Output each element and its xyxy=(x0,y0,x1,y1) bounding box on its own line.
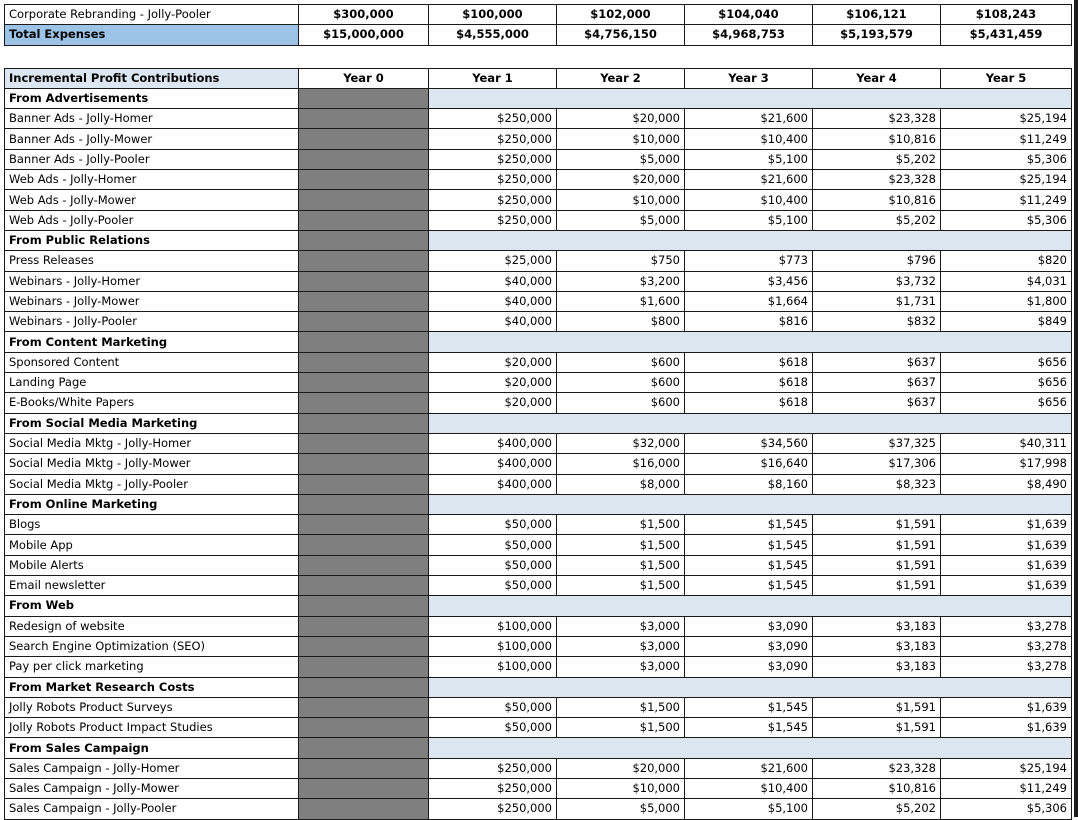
value-cell[interactable]: $3,200 xyxy=(557,271,685,291)
row-label[interactable]: Corporate Rebranding - Jolly-Pooler xyxy=(5,5,299,25)
value-cell[interactable]: $400,000 xyxy=(429,474,557,494)
value-cell[interactable]: $4,031 xyxy=(941,271,1072,291)
year0-filled-cell[interactable] xyxy=(299,210,429,230)
value-cell[interactable]: $3,183 xyxy=(813,616,941,636)
row-label[interactable]: Web Ads - Jolly-Mower xyxy=(5,190,299,210)
empty-cell xyxy=(299,45,429,68)
empty-cell xyxy=(941,45,1072,68)
row-label[interactable]: Web Ads - Jolly-Homer xyxy=(5,170,299,190)
row-label[interactable]: Mobile App xyxy=(5,535,299,555)
value-cell[interactable]: $11,249 xyxy=(941,129,1072,149)
year0-filled-cell[interactable] xyxy=(299,616,429,636)
table-row xyxy=(5,697,1072,717)
table-row xyxy=(5,535,1072,555)
value-cell[interactable]: $400,000 xyxy=(429,454,557,474)
table-body xyxy=(5,5,1072,820)
value-cell[interactable]: $600 xyxy=(557,373,685,393)
value-cell[interactable]: $1,639 xyxy=(941,718,1072,738)
value-cell[interactable]: $5,100 xyxy=(685,149,813,169)
value-cell[interactable]: $250,000 xyxy=(429,778,557,798)
value-cell[interactable]: $637 xyxy=(813,393,941,413)
value-cell[interactable]: $250,000 xyxy=(429,190,557,210)
year0-filled-cell[interactable] xyxy=(299,271,429,291)
value-cell[interactable]: $10,816 xyxy=(813,129,941,149)
year0-filled-cell[interactable] xyxy=(299,190,429,210)
window-edge xyxy=(1074,0,1078,817)
year0-filled-cell[interactable] xyxy=(299,413,429,433)
row-label[interactable]: Sponsored Content xyxy=(5,352,299,372)
value-cell[interactable]: $618 xyxy=(685,352,813,372)
value-cell[interactable]: $40,000 xyxy=(429,312,557,332)
value-cell[interactable]: $1,500 xyxy=(557,535,685,555)
value-cell[interactable]: $25,194 xyxy=(941,109,1072,129)
value-cell[interactable]: $10,400 xyxy=(685,190,813,210)
section-row xyxy=(5,677,1072,697)
value-cell[interactable]: $108,243 xyxy=(941,5,1072,25)
value-cell[interactable]: $8,323 xyxy=(813,474,941,494)
value-cell[interactable]: $21,600 xyxy=(685,170,813,190)
value-cell[interactable]: $20,000 xyxy=(557,109,685,129)
value-cell[interactable]: $1,500 xyxy=(557,515,685,535)
year0-filled-cell[interactable] xyxy=(299,758,429,778)
value-cell[interactable]: $10,816 xyxy=(813,190,941,210)
value-cell[interactable]: $1,545 xyxy=(685,515,813,535)
value-cell[interactable]: $10,400 xyxy=(685,129,813,149)
value-cell[interactable]: $1,591 xyxy=(813,697,941,717)
value-cell[interactable]: $17,306 xyxy=(813,454,941,474)
row-label[interactable]: Jolly Robots Product Surveys xyxy=(5,697,299,717)
value-cell[interactable]: $8,160 xyxy=(685,474,813,494)
table-row xyxy=(5,291,1072,311)
value-cell[interactable]: $23,328 xyxy=(813,109,941,129)
value-cell[interactable]: $656 xyxy=(941,373,1072,393)
value-cell[interactable]: $1,639 xyxy=(941,515,1072,535)
value-cell[interactable]: $5,000 xyxy=(557,799,685,819)
row-label[interactable]: Sales Campaign - Jolly-Mower xyxy=(5,778,299,798)
expense-profit-table xyxy=(4,4,1072,820)
value-cell[interactable]: $250,000 xyxy=(429,149,557,169)
section-row xyxy=(5,494,1072,514)
empty-cell xyxy=(557,45,685,68)
year-header[interactable]: Year 2 xyxy=(557,68,685,88)
table-row xyxy=(5,352,1072,372)
value-cell[interactable]: $1,591 xyxy=(813,535,941,555)
table-row xyxy=(5,576,1072,596)
table-row xyxy=(5,433,1072,453)
row-label[interactable]: Social Media Mktg - Jolly-Pooler xyxy=(5,474,299,494)
year0-filled-cell[interactable] xyxy=(299,697,429,717)
year0-filled-cell[interactable] xyxy=(299,454,429,474)
row-label[interactable]: Banner Ads - Jolly-Pooler xyxy=(5,149,299,169)
value-cell[interactable]: $10,000 xyxy=(557,190,685,210)
year-header[interactable]: Year 5 xyxy=(941,68,1072,88)
value-cell[interactable]: $1,800 xyxy=(941,291,1072,311)
value-cell[interactable]: $816 xyxy=(685,312,813,332)
table-row xyxy=(5,393,1072,413)
value-cell[interactable]: $100,000 xyxy=(429,636,557,656)
value-cell[interactable]: $40,000 xyxy=(429,271,557,291)
value-cell[interactable]: $5,000 xyxy=(557,149,685,169)
value-cell[interactable]: $25,000 xyxy=(429,251,557,271)
value-cell[interactable]: $50,000 xyxy=(429,535,557,555)
value-cell[interactable]: $25,194 xyxy=(941,170,1072,190)
value-cell[interactable]: $23,328 xyxy=(813,170,941,190)
empty-cell xyxy=(685,45,813,68)
value-cell[interactable]: $1,591 xyxy=(813,555,941,575)
value-cell[interactable]: $100,000 xyxy=(429,657,557,677)
table-row xyxy=(5,312,1072,332)
section-band xyxy=(429,88,1072,108)
section-row xyxy=(5,738,1072,758)
year0-filled-cell[interactable] xyxy=(299,657,429,677)
table-row xyxy=(5,657,1072,677)
value-cell[interactable]: $637 xyxy=(813,352,941,372)
value-cell[interactable]: $1,545 xyxy=(685,697,813,717)
row-label[interactable]: E-Books/White Papers xyxy=(5,393,299,413)
value-cell[interactable]: $3,732 xyxy=(813,271,941,291)
value-cell[interactable]: $1,545 xyxy=(685,555,813,575)
value-cell[interactable]: $1,500 xyxy=(557,576,685,596)
year0-filled-cell[interactable] xyxy=(299,312,429,332)
section-title[interactable]: From Social Media Marketing xyxy=(5,413,299,433)
row-label[interactable]: Sales Campaign - Jolly-Pooler xyxy=(5,799,299,819)
year0-filled-cell[interactable] xyxy=(299,636,429,656)
value-cell[interactable]: $40,000 xyxy=(429,291,557,311)
value-cell[interactable]: $618 xyxy=(685,373,813,393)
table-row xyxy=(5,373,1072,393)
table-row xyxy=(5,5,1072,25)
section-band xyxy=(429,738,1072,758)
section-title[interactable]: From Market Research Costs xyxy=(5,677,299,697)
spacer-row xyxy=(5,45,1072,68)
value-cell[interactable]: $4,555,000 xyxy=(429,25,557,45)
year0-filled-cell[interactable] xyxy=(299,738,429,758)
row-label[interactable]: Banner Ads - Jolly-Homer xyxy=(5,109,299,129)
table-row xyxy=(5,454,1072,474)
value-cell[interactable]: $3,183 xyxy=(813,657,941,677)
year0-filled-cell[interactable] xyxy=(299,576,429,596)
year0-filled-cell[interactable] xyxy=(299,474,429,494)
value-cell[interactable]: $3,456 xyxy=(685,271,813,291)
table-row xyxy=(5,210,1072,230)
year-header[interactable]: Year 4 xyxy=(813,68,941,88)
value-cell[interactable]: $5,306 xyxy=(941,210,1072,230)
value-cell[interactable]: $3,090 xyxy=(685,636,813,656)
value-cell[interactable]: $20,000 xyxy=(557,170,685,190)
empty-cell xyxy=(813,45,941,68)
value-cell[interactable]: $832 xyxy=(813,312,941,332)
year0-filled-cell[interactable] xyxy=(299,149,429,169)
row-label[interactable]: Web Ads - Jolly-Pooler xyxy=(5,210,299,230)
year0-filled-cell[interactable] xyxy=(299,129,429,149)
section-band xyxy=(429,413,1072,433)
table-row xyxy=(5,170,1072,190)
table-row xyxy=(5,474,1072,494)
value-cell[interactable]: $3,183 xyxy=(813,636,941,656)
value-cell[interactable]: $5,202 xyxy=(813,799,941,819)
value-cell[interactable]: $40,311 xyxy=(941,433,1072,453)
table-row xyxy=(5,109,1072,129)
row-label[interactable]: Webinars - Jolly-Homer xyxy=(5,271,299,291)
value-cell[interactable]: $100,000 xyxy=(429,616,557,636)
value-cell[interactable]: $300,000 xyxy=(299,5,429,25)
value-cell[interactable]: $1,500 xyxy=(557,555,685,575)
table-row xyxy=(5,271,1072,291)
row-label[interactable]: Pay per click marketing xyxy=(5,657,299,677)
value-cell[interactable]: $20,000 xyxy=(429,393,557,413)
table-row xyxy=(5,636,1072,656)
table-row xyxy=(5,515,1072,535)
value-cell[interactable]: $600 xyxy=(557,393,685,413)
value-cell[interactable]: $5,202 xyxy=(813,149,941,169)
value-cell[interactable]: $5,306 xyxy=(941,149,1072,169)
value-cell[interactable]: $1,500 xyxy=(557,718,685,738)
value-cell[interactable]: $5,100 xyxy=(685,799,813,819)
row-label[interactable]: Banner Ads - Jolly-Mower xyxy=(5,129,299,149)
value-cell[interactable]: $50,000 xyxy=(429,718,557,738)
value-cell[interactable]: $250,000 xyxy=(429,758,557,778)
value-cell[interactable]: $5,306 xyxy=(941,799,1072,819)
section-row xyxy=(5,413,1072,433)
section-title[interactable]: From Advertisements xyxy=(5,88,299,108)
year0-filled-cell[interactable] xyxy=(299,393,429,413)
value-cell[interactable]: $656 xyxy=(941,352,1072,372)
row-label[interactable]: Email newsletter xyxy=(5,576,299,596)
value-cell[interactable]: $50,000 xyxy=(429,515,557,535)
value-cell[interactable]: $8,490 xyxy=(941,474,1072,494)
value-cell[interactable]: $1,545 xyxy=(685,576,813,596)
value-cell[interactable]: $796 xyxy=(813,251,941,271)
value-cell[interactable]: $773 xyxy=(685,251,813,271)
value-cell[interactable]: $50,000 xyxy=(429,697,557,717)
value-cell[interactable]: $3,000 xyxy=(557,616,685,636)
value-cell[interactable]: $100,000 xyxy=(429,5,557,25)
year0-filled-cell[interactable] xyxy=(299,332,429,352)
table-row xyxy=(5,555,1072,575)
value-cell[interactable]: $5,100 xyxy=(685,210,813,230)
value-cell[interactable]: $1,545 xyxy=(685,535,813,555)
year0-filled-cell[interactable] xyxy=(299,778,429,798)
row-label[interactable]: Mobile Alerts xyxy=(5,555,299,575)
section-title[interactable]: From Online Marketing xyxy=(5,494,299,514)
value-cell[interactable]: $23,328 xyxy=(813,758,941,778)
value-cell[interactable]: $600 xyxy=(557,352,685,372)
year0-filled-cell[interactable] xyxy=(299,718,429,738)
row-label[interactable]: Landing Page xyxy=(5,373,299,393)
row-label[interactable]: Social Media Mktg - Jolly-Homer xyxy=(5,433,299,453)
year0-filled-cell[interactable] xyxy=(299,352,429,372)
value-cell[interactable]: $1,639 xyxy=(941,535,1072,555)
value-cell[interactable]: $5,202 xyxy=(813,210,941,230)
value-cell[interactable]: $106,121 xyxy=(813,5,941,25)
value-cell[interactable]: $20,000 xyxy=(429,352,557,372)
value-cell[interactable]: $637 xyxy=(813,373,941,393)
year0-filled-cell[interactable] xyxy=(299,373,429,393)
section-row xyxy=(5,88,1072,108)
value-cell[interactable]: $3,278 xyxy=(941,636,1072,656)
value-cell[interactable]: $820 xyxy=(941,251,1072,271)
table-row xyxy=(5,778,1072,798)
table-row xyxy=(5,190,1072,210)
value-cell[interactable]: $5,193,579 xyxy=(813,25,941,45)
value-cell[interactable]: $5,000 xyxy=(557,210,685,230)
year0-filled-cell[interactable] xyxy=(299,88,429,108)
value-cell[interactable]: $3,090 xyxy=(685,616,813,636)
section-band xyxy=(429,596,1072,616)
value-cell[interactable]: $50,000 xyxy=(429,576,557,596)
value-cell[interactable]: $1,500 xyxy=(557,697,685,717)
value-cell[interactable]: $37,325 xyxy=(813,433,941,453)
value-cell[interactable]: $1,639 xyxy=(941,697,1072,717)
row-label[interactable]: Blogs xyxy=(5,515,299,535)
value-cell[interactable]: $10,816 xyxy=(813,778,941,798)
value-cell[interactable]: $25,194 xyxy=(941,758,1072,778)
header-row xyxy=(5,68,1072,88)
value-cell[interactable]: $3,000 xyxy=(557,636,685,656)
value-cell[interactable]: $17,998 xyxy=(941,454,1072,474)
value-cell[interactable]: $20,000 xyxy=(557,758,685,778)
value-cell[interactable]: $250,000 xyxy=(429,170,557,190)
profit-header-label[interactable]: Incremental Profit Contributions xyxy=(5,68,299,88)
year0-filled-cell[interactable] xyxy=(299,515,429,535)
value-cell[interactable]: $800 xyxy=(557,312,685,332)
section-title[interactable]: From Content Marketing xyxy=(5,332,299,352)
table-row xyxy=(5,251,1072,271)
value-cell[interactable]: $618 xyxy=(685,393,813,413)
value-cell[interactable]: $10,000 xyxy=(557,778,685,798)
value-cell[interactable]: $32,000 xyxy=(557,433,685,453)
row-label[interactable]: Press Releases xyxy=(5,251,299,271)
value-cell[interactable]: $104,040 xyxy=(685,5,813,25)
year0-filled-cell[interactable] xyxy=(299,555,429,575)
value-cell[interactable]: $1,731 xyxy=(813,291,941,311)
value-cell[interactable]: $5,431,459 xyxy=(941,25,1072,45)
value-cell[interactable]: $50,000 xyxy=(429,555,557,575)
year0-filled-cell[interactable] xyxy=(299,677,429,697)
value-cell[interactable]: $3,278 xyxy=(941,657,1072,677)
value-cell[interactable]: $250,000 xyxy=(429,799,557,819)
row-label[interactable]: Webinars - Jolly-Mower xyxy=(5,291,299,311)
value-cell[interactable]: $656 xyxy=(941,393,1072,413)
year0-filled-cell[interactable] xyxy=(299,251,429,271)
year0-filled-cell[interactable] xyxy=(299,230,429,250)
value-cell[interactable]: $11,249 xyxy=(941,778,1072,798)
year0-filled-cell[interactable] xyxy=(299,535,429,555)
value-cell[interactable]: $15,000,000 xyxy=(299,25,429,45)
value-cell[interactable]: $102,000 xyxy=(557,5,685,25)
year0-filled-cell[interactable] xyxy=(299,291,429,311)
year0-filled-cell[interactable] xyxy=(299,596,429,616)
value-cell[interactable]: $21,600 xyxy=(685,758,813,778)
value-cell[interactable]: $34,560 xyxy=(685,433,813,453)
section-band xyxy=(429,230,1072,250)
value-cell[interactable]: $20,000 xyxy=(429,373,557,393)
value-cell[interactable]: $3,090 xyxy=(685,657,813,677)
row-label[interactable]: Jolly Robots Product Impact Studies xyxy=(5,718,299,738)
table-row xyxy=(5,758,1072,778)
section-band xyxy=(429,677,1072,697)
section-title[interactable]: From Sales Campaign xyxy=(5,738,299,758)
year0-filled-cell[interactable] xyxy=(299,170,429,190)
value-cell[interactable]: $1,591 xyxy=(813,515,941,535)
value-cell[interactable]: $1,600 xyxy=(557,291,685,311)
value-cell[interactable]: $1,664 xyxy=(685,291,813,311)
value-cell[interactable]: $1,639 xyxy=(941,576,1072,596)
section-row xyxy=(5,332,1072,352)
section-title[interactable]: From Web xyxy=(5,596,299,616)
table-row xyxy=(5,799,1072,819)
row-label[interactable]: Sales Campaign - Jolly-Homer xyxy=(5,758,299,778)
year-header[interactable]: Year 1 xyxy=(429,68,557,88)
year0-filled-cell[interactable] xyxy=(299,494,429,514)
value-cell[interactable]: $3,000 xyxy=(557,657,685,677)
value-cell[interactable]: $4,968,753 xyxy=(685,25,813,45)
table-row xyxy=(5,718,1072,738)
section-row xyxy=(5,230,1072,250)
value-cell[interactable]: $1,639 xyxy=(941,555,1072,575)
year0-filled-cell[interactable] xyxy=(299,433,429,453)
value-cell[interactable]: $750 xyxy=(557,251,685,271)
value-cell[interactable]: $4,756,150 xyxy=(557,25,685,45)
value-cell[interactable]: $8,000 xyxy=(557,474,685,494)
row-label[interactable]: Webinars - Jolly-Pooler xyxy=(5,312,299,332)
value-cell[interactable]: $10,000 xyxy=(557,129,685,149)
value-cell[interactable]: $250,000 xyxy=(429,129,557,149)
section-band xyxy=(429,494,1072,514)
value-cell[interactable]: $10,400 xyxy=(685,778,813,798)
value-cell[interactable]: $16,640 xyxy=(685,454,813,474)
value-cell[interactable]: $3,278 xyxy=(941,616,1072,636)
value-cell[interactable]: $1,545 xyxy=(685,718,813,738)
value-cell[interactable]: $21,600 xyxy=(685,109,813,129)
value-cell[interactable]: $400,000 xyxy=(429,433,557,453)
value-cell[interactable]: $250,000 xyxy=(429,210,557,230)
year-header[interactable]: Year 0 xyxy=(299,68,429,88)
row-label[interactable]: Search Engine Optimization (SEO) xyxy=(5,636,299,656)
table-row xyxy=(5,129,1072,149)
empty-cell xyxy=(5,45,299,68)
table-row xyxy=(5,149,1072,169)
value-cell[interactable]: $1,591 xyxy=(813,718,941,738)
row-label[interactable]: Redesign of website xyxy=(5,616,299,636)
value-cell[interactable]: $849 xyxy=(941,312,1072,332)
table-row xyxy=(5,616,1072,636)
section-title[interactable]: From Public Relations xyxy=(5,230,299,250)
value-cell[interactable]: $16,000 xyxy=(557,454,685,474)
section-row xyxy=(5,596,1072,616)
value-cell[interactable]: $11,249 xyxy=(941,190,1072,210)
year-header[interactable]: Year 3 xyxy=(685,68,813,88)
year0-filled-cell[interactable] xyxy=(299,109,429,129)
section-band xyxy=(429,332,1072,352)
row-label[interactable]: Social Media Mktg - Jolly-Mower xyxy=(5,454,299,474)
value-cell[interactable]: $250,000 xyxy=(429,109,557,129)
row-label[interactable]: Total Expenses xyxy=(5,25,299,45)
total-expenses-row xyxy=(5,25,1072,45)
year0-filled-cell[interactable] xyxy=(299,799,429,819)
value-cell[interactable]: $1,591 xyxy=(813,576,941,596)
empty-cell xyxy=(429,45,557,68)
